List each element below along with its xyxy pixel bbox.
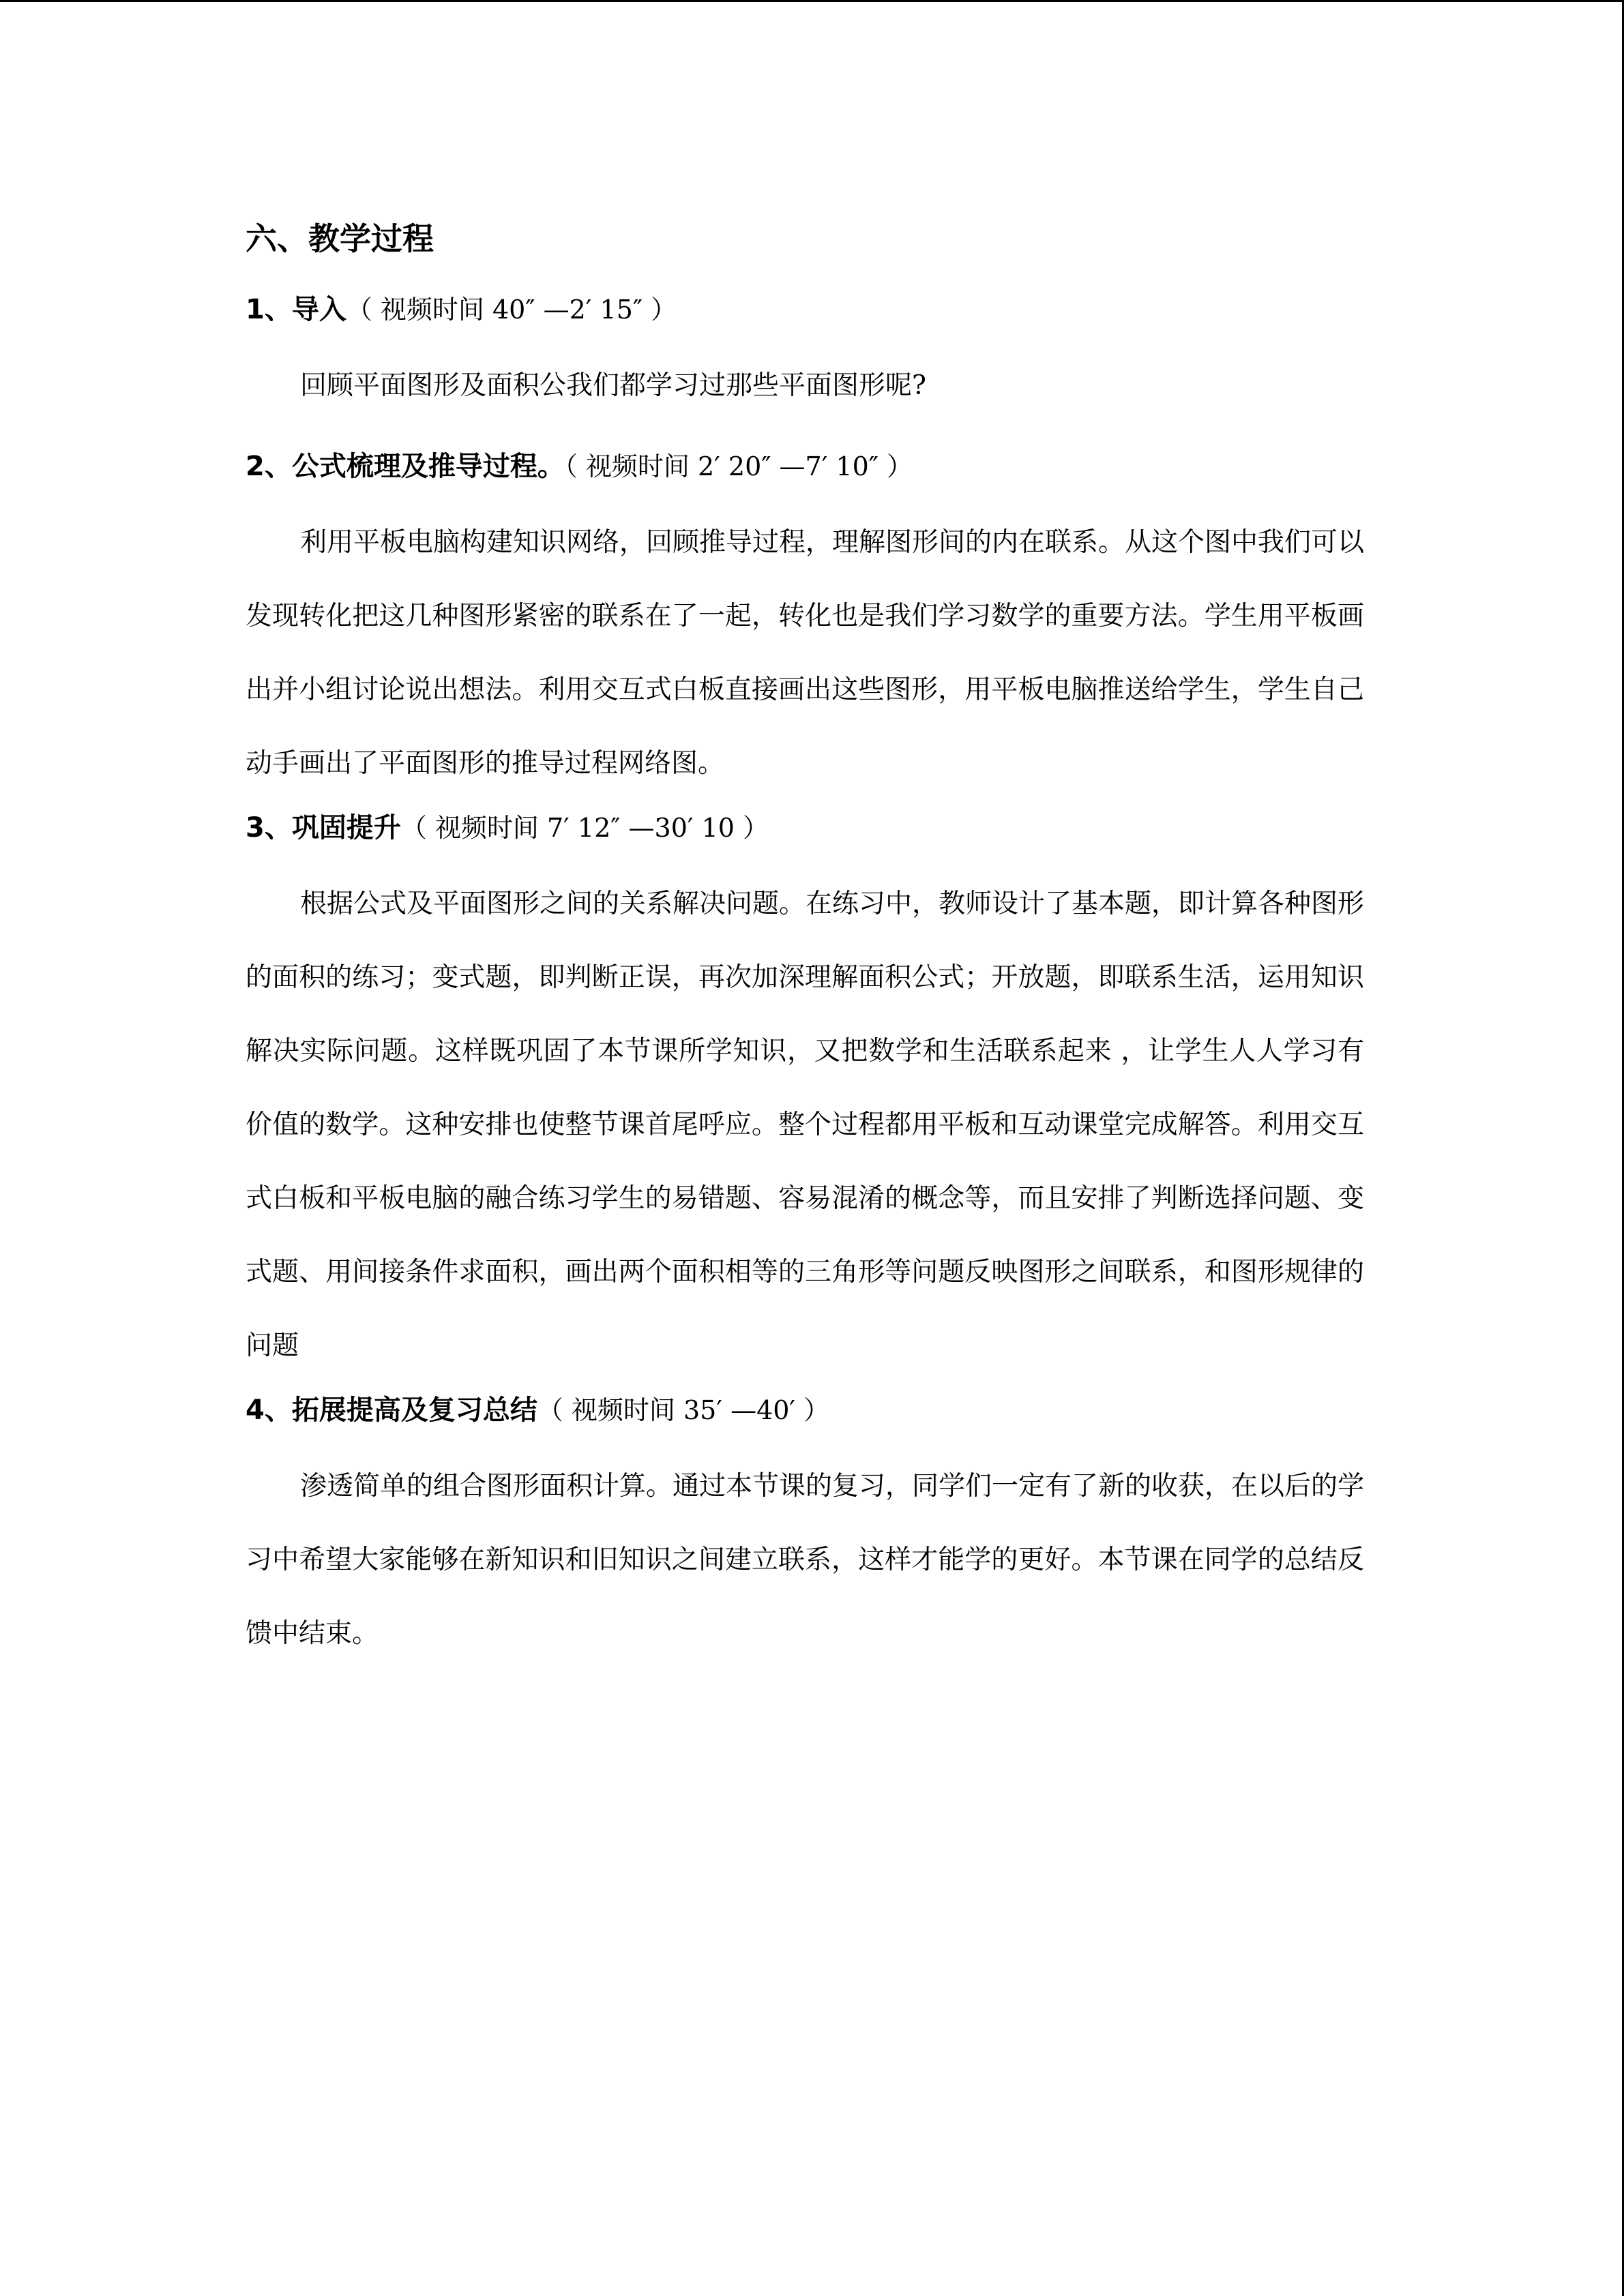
subsection-heading-summary — [246, 1390, 1364, 1431]
subsection-title: 3、巩固提升 — [246, 812, 401, 844]
subsection-title: 2、公式梳理及推导过程。 — [246, 451, 565, 482]
subsection-heading-intro — [246, 289, 1364, 330]
subsection-title: 1、导入 — [246, 294, 346, 325]
subsection-title: 4、拓展提高及复习总结 — [246, 1395, 537, 1426]
paragraph-intro: 回顾平面图形及面积公我们都学习过那些平面图形呢? — [300, 370, 926, 401]
video-time-note: （ 视频时间 40″ —2′ 15″ ） — [346, 295, 677, 325]
paragraph-consolidation: 根据公式及平面图形之间的关系解决问题。在练习中，教师设计了基本题，即计算各种图形的面积的练习；变式题，即判断正误，再次加深理解面积公式；开放题，即联系生活，运用知识解决实际问题。这样既巩固了本节课所学知识，又把数学和生活联系起来 ，让学生人人学习有价值的数学。这种安排也使整节课首尾呼应。整个过程都用平板和互动课堂完成解答。利用交互式白板和平板电脑的融合练习学生的易错题、容易混淆的概念等，而且安排了判断选择问题、变式题、用间接条件求面积，画出两个面积相等的三角形等问题反映图形之间联系，和图形规律的问题 — [246, 889, 1365, 1361]
subsection-heading-consolidation — [246, 807, 1364, 848]
video-time-note: （ 视频时间 35′ —40′ ） — [537, 1395, 830, 1425]
page-border-top — [0, 0, 1624, 2]
paragraph-summary: 渗透简单的组合图形面积计算。通过本节课的复习，同学们一定有了新的收获，在以后的学习中希望大家能够在新知识和旧知识之间建立联系，这样才能学的更好。本节课在同学的总结反馈中结束。 — [246, 1471, 1365, 1649]
paragraph-formulas: 利用平板电脑构建知识网络，回顾推导过程，理解图形间的内在联系。从这个图中我们可以发现转化把这几种图形紧密的联系在了一起，转化也是我们学习数学的重要方法。学生用平板画出并小组讨论说出想法。利用交互式白板直接画出这些图形，用平板电脑推送给学生，学生自己动手画出了平面图形的推导过程网络图。 — [246, 527, 1365, 779]
subsection-heading-formulas — [246, 446, 1364, 487]
video-time-note: （ 视频时间 7′ 12″ —30′ 10 ） — [400, 813, 769, 843]
section-title: 六、教学过程 — [246, 220, 434, 257]
document-body — [246, 218, 1364, 1678]
video-time-note: （ 视频时间 2′ 20″ —7′ 10″ ） — [564, 451, 913, 481]
